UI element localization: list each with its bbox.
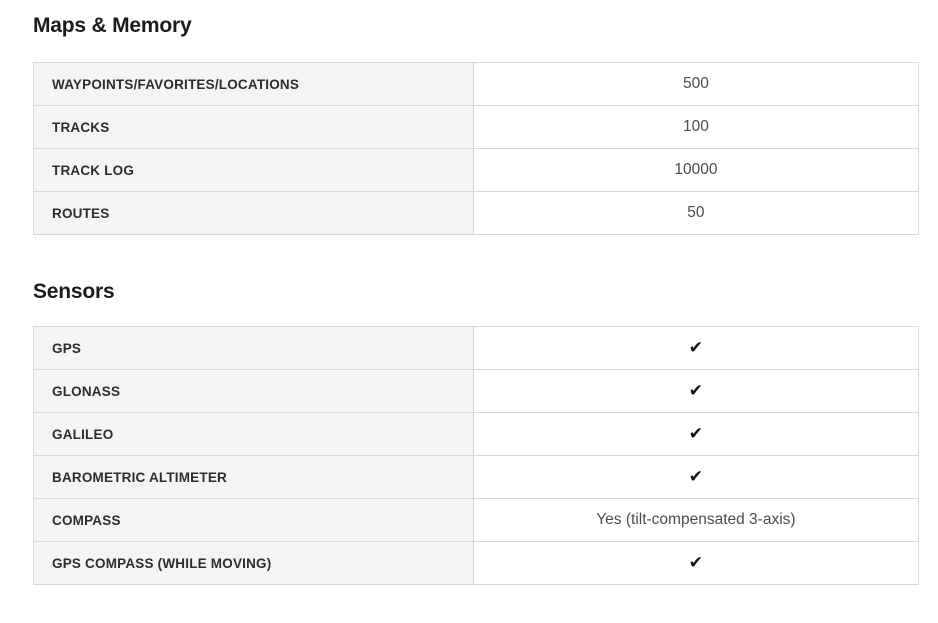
- spec-value: 10000: [473, 149, 918, 192]
- spec-label: TRACKS: [34, 106, 474, 149]
- table-row: [34, 456, 919, 499]
- check-icon: ✔: [473, 456, 918, 499]
- section-sensors: [33, 235, 919, 585]
- spec-value: 100: [473, 106, 918, 149]
- spec-label: GALILEO: [34, 413, 474, 456]
- check-icon: ✔: [473, 413, 918, 456]
- table-row: [34, 413, 919, 456]
- table-row: [34, 542, 919, 585]
- spec-label: GPS: [34, 327, 474, 370]
- table-row: [34, 327, 919, 370]
- spec-label: WAYPOINTS/FAVORITES/LOCATIONS: [34, 63, 474, 106]
- table-row: [34, 499, 919, 542]
- spec-value: 500: [473, 63, 918, 106]
- section-title-maps-memory: Maps & Memory: [33, 14, 192, 37]
- check-icon: ✔: [473, 542, 918, 585]
- spec-label: TRACK LOG: [34, 149, 474, 192]
- sensors-table: [33, 326, 919, 585]
- table-row: [34, 370, 919, 413]
- check-icon: ✔: [473, 370, 918, 413]
- spec-label: GPS COMPASS (WHILE MOVING): [34, 542, 474, 585]
- spec-label: ROUTES: [34, 192, 474, 235]
- spec-label: BAROMETRIC ALTIMETER: [34, 456, 474, 499]
- table-row: [34, 63, 919, 106]
- table-row: [34, 106, 919, 149]
- section-maps-memory: [33, 0, 919, 235]
- table-row: [34, 149, 919, 192]
- spec-value: 50: [473, 192, 918, 235]
- maps-memory-table: [33, 62, 919, 235]
- spec-label: COMPASS: [34, 499, 474, 542]
- section-title-sensors: Sensors: [33, 280, 115, 303]
- spec-label: GLONASS: [34, 370, 474, 413]
- check-icon: ✔: [473, 327, 918, 370]
- table-row: [34, 192, 919, 235]
- spec-value: Yes (tilt-compensated 3-axis): [473, 499, 918, 542]
